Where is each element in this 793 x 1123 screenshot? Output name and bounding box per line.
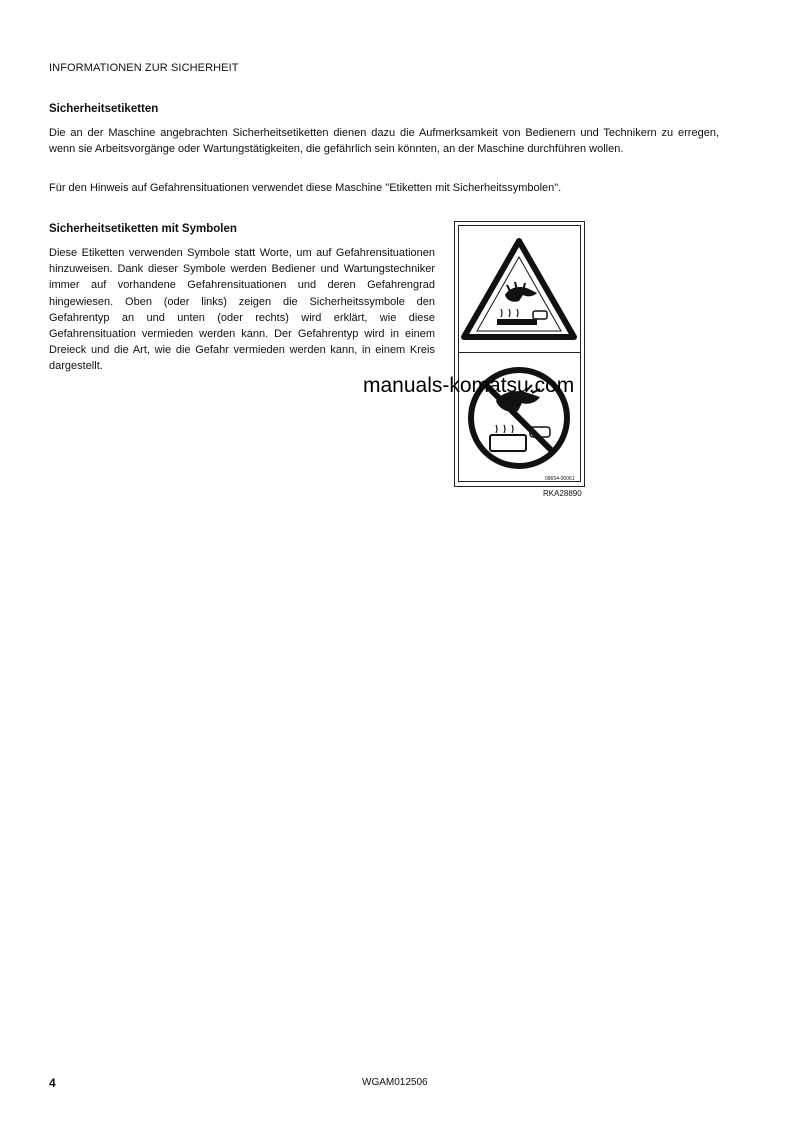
watermark: manuals-komatsu.com (363, 374, 575, 397)
section-header: INFORMATIONEN ZUR SICHERHEIT (49, 62, 239, 74)
hot-surface-burn-hand-icon (461, 237, 577, 341)
heading-safety-labels-with-symbols: Sicherheitsetiketten mit Symbolen (49, 223, 237, 235)
figure-reference: RKA28890 (543, 489, 582, 498)
document-code: WGAM012506 (362, 1077, 428, 1088)
label-part-code: 09654-00061 (545, 476, 575, 482)
page-number: 4 (49, 1076, 56, 1090)
paragraph-safety-labels-intro: Die an der Maschine angebrachten Sicherheitsetiketten dienen dazu die Aufmerksamkeit von Bedienern und Technikern zu erregen, wenn sie Arbeitsvorgänge oder Wartungstätigkeiten, die gefährlich sein könnten, an der Maschine durchführen wollen. (49, 127, 719, 156)
paragraph-symbols-explanation: Diese Etiketten verwenden Symbole statt Worte, um auf Gefahrensituationen hinzuweisen. Dank dieser Symbole werden Bediener und Wartungstechniker immer auf vorhandene Gefahrensituationen und deren Gefahrengrad hingewiesen. Oben (oder links) zeigen die Sicherheitssymbole den Gefahrentyp an und unten (oder rechts) wird erklärt, wie diese Gefahrensituation vermieden werden kann. Der Gefahrentyp wird in einem Dreieck und die Art, wie die Gefahr vermieden werden kann, in einem Kreis dargestellt. (49, 247, 435, 373)
paragraph-safety-symbols-note: Für den Hinweis auf Gefahrensituationen verwendet diese Maschine "Etiketten mit Sicherheitssymbolen". (49, 182, 562, 194)
heading-safety-labels: Sicherheitsetiketten (49, 103, 159, 115)
safety-label-divider (458, 352, 581, 353)
